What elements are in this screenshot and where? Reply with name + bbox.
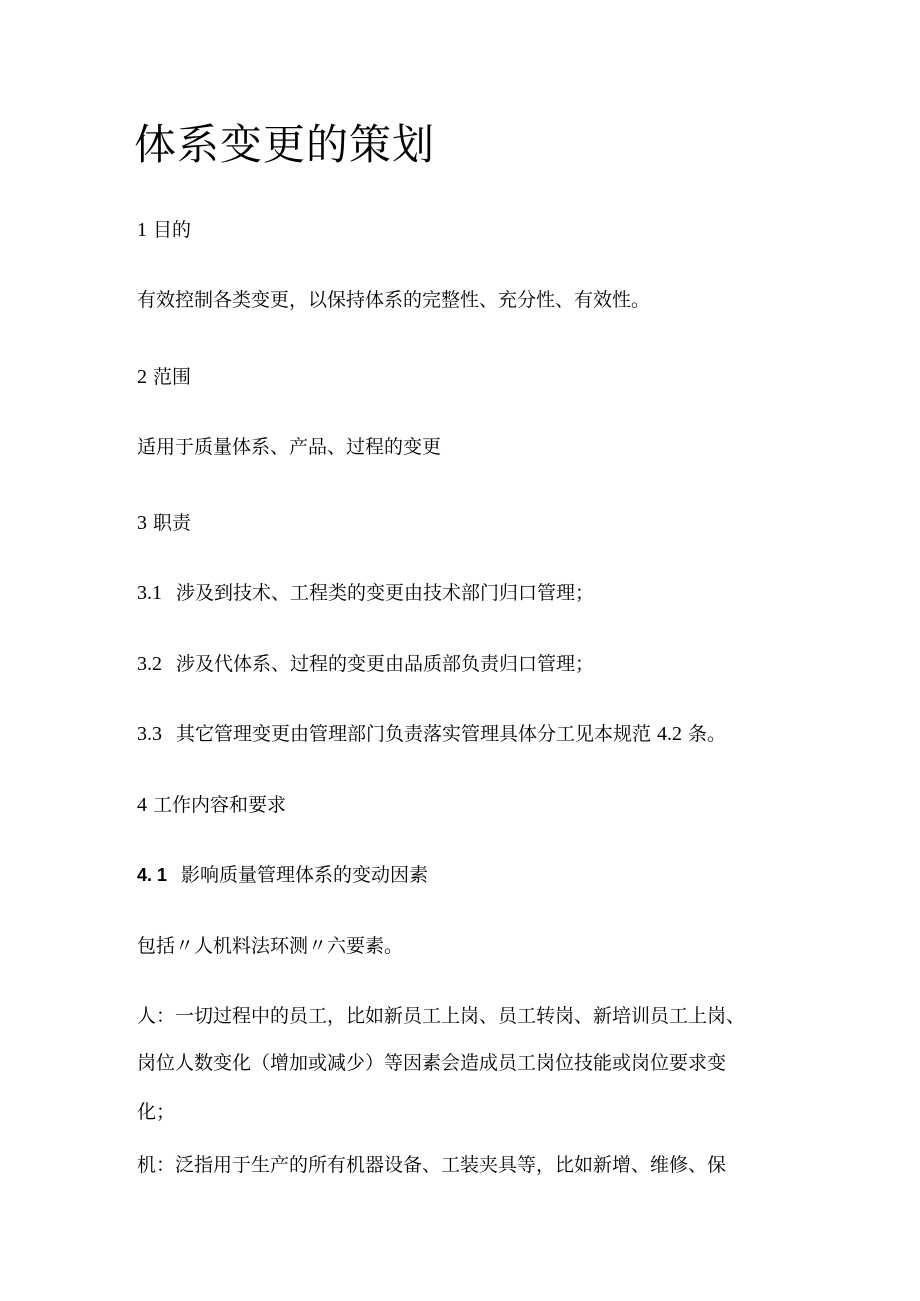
- clause-3-2: [137, 651, 594, 677]
- person-paragraph-line-3: 化；: [137, 1101, 176, 1123]
- person-paragraph-line-1: 人：一切过程中的员工，比如新员工上岗、员工转岗、新培训员工上岗、: [137, 1005, 746, 1027]
- section-2-body: 适用于质量体系、产品、过程的变更: [137, 436, 442, 458]
- section-1-number: 1: [137, 219, 147, 241]
- section-3-heading: [137, 510, 191, 536]
- clause-4-1: [137, 862, 428, 888]
- clause-3-1-text: 涉及到技术、工程类的变更由技术部门归口管理；: [176, 582, 595, 604]
- section-4-number: 4: [137, 794, 147, 816]
- machine-paragraph-line-1: 机：泛指用于生产的所有机器设备、工装夹具等，比如新增、维修、保: [137, 1154, 727, 1176]
- section-1-heading: [137, 217, 191, 243]
- clause-3-3-number: 3.3: [137, 723, 162, 745]
- clause-4-1-number: 4. 1: [137, 865, 168, 885]
- section-4-title: 工作内容和要求: [153, 794, 287, 816]
- clause-3-3-reference: 4.2: [657, 723, 683, 745]
- clause-3-3-text: 其它管理变更由管理部门负责落实管理具体分工见本规范: [176, 723, 652, 745]
- section-3-title: 职责: [153, 512, 192, 534]
- clause-3-2-number: 3.2: [137, 653, 162, 675]
- person-paragraph-line-2: 岗位人数变化（增加或减少）等因素会造成员工岗位技能或岗位要求变: [137, 1052, 727, 1074]
- section-1-body: 有效控制各类变更，以保持体系的完整性、充分性、有效性。: [137, 289, 651, 311]
- clause-3-1-number: 3.1: [137, 582, 162, 604]
- clause-3-2-text: 涉及代体系、过程的变更由品质部负责归口管理；: [176, 653, 595, 675]
- section-2-title: 范围: [153, 366, 192, 388]
- clause-4-1-intro: 包括〃人机料法环测〃六要素。: [137, 935, 404, 957]
- section-3-number: 3: [137, 512, 147, 534]
- section-2-heading: [137, 364, 191, 390]
- section-1-title: 目的: [153, 219, 192, 241]
- clause-4-1-text: 影响质量管理体系的变动因素: [181, 864, 429, 886]
- section-2-number: 2: [137, 366, 147, 388]
- section-4-heading: [137, 792, 286, 818]
- clause-3-1: [137, 580, 594, 606]
- clause-3-3: [137, 721, 726, 747]
- clause-3-3-text-end: 条。: [688, 723, 727, 745]
- document-title: 体系变更的策划: [134, 120, 436, 169]
